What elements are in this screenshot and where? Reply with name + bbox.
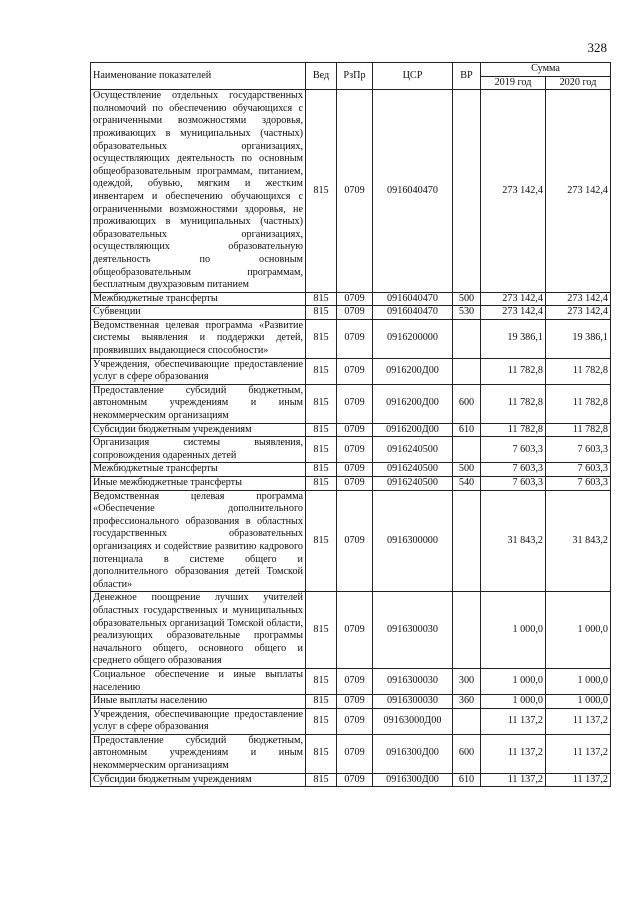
cell-csr: 0916200000 [373,319,453,358]
cell-s2020: 7 603,3 [546,477,611,491]
header-name: Наименование показателей [91,63,306,90]
cell-rzpr: 0709 [337,773,373,787]
cell-s2019: 1 000,0 [481,668,546,694]
cell-csr: 0916200Д00 [373,358,453,384]
budget-table [90,62,611,787]
cell-vr: 530 [453,306,481,320]
cell-csr: 0916040470 [373,306,453,320]
header-rzpr: РзПр [337,63,373,90]
cell-ved: 815 [306,695,337,709]
cell-csr: 0916300000 [373,490,453,592]
cell-rzpr: 0709 [337,734,373,773]
cell-csr: 0916040470 [373,292,453,306]
cell-s2020: 11 782,8 [546,358,611,384]
table-row [91,358,611,384]
cell-s2019: 11 137,2 [481,773,546,787]
cell-name: Ведомственная целевая программа «Обеспечение дополнительного профессионального образования в областных государственных образовательных организациях и содействие развитию кадрового потенциала в системе общего и дополнительного образования детей Томской области» [91,490,306,592]
cell-ved: 815 [306,437,337,463]
cell-vr: 600 [453,384,481,423]
cell-ved: 815 [306,734,337,773]
cell-s2020: 273 142,4 [546,90,611,293]
cell-name: Учреждения, обеспечивающие предоставление услуг в сфере образования [91,358,306,384]
cell-ved: 815 [306,90,337,293]
cell-s2019: 31 843,2 [481,490,546,592]
cell-csr: 0916200Д00 [373,384,453,423]
cell-ved: 815 [306,668,337,694]
table-row [91,292,611,306]
table-row [91,668,611,694]
table-row [91,708,611,734]
cell-s2019: 273 142,4 [481,292,546,306]
cell-rzpr: 0709 [337,708,373,734]
cell-vr [453,708,481,734]
cell-vr: 540 [453,477,481,491]
cell-ved: 815 [306,708,337,734]
cell-name: Учреждения, обеспечивающие предоставление услуг в сфере образования [91,708,306,734]
cell-name: Социальное обеспечение и иные выплаты населению [91,668,306,694]
table-row [91,463,611,477]
header-2019: 2019 год [481,76,546,90]
cell-csr: 0916040470 [373,90,453,293]
cell-s2019: 11 782,8 [481,384,546,423]
cell-vr [453,319,481,358]
cell-csr: 09163000Д00 [373,708,453,734]
cell-name: Осуществление отдельных государственных полномочий по обеспечению обучающихся с ограниченными возможностями здоровья, проживающих в муниципальных (частных) образовательных организациях, осуществляющих деятельность по основным общеобразовательным программам, питанием, одеждой, обувью, мягким и жестким инвентарем и обеспечению обучающихся с ограниченными возможностями здоровья, не проживающих в муниципальных (частных) образовательных организациях, осуществляющих образовательную деятельность по основным общеобразовательным программам, бесплатным двухразовым питанием [91,90,306,293]
cell-rzpr: 0709 [337,592,373,669]
cell-rzpr: 0709 [337,423,373,437]
table-row [91,384,611,423]
cell-s2020: 19 386,1 [546,319,611,358]
cell-name: Предоставление субсидий бюджетным, автономным учреждениям и иным некоммерческим организациям [91,384,306,423]
cell-rzpr: 0709 [337,695,373,709]
cell-name: Ведомственная целевая программа «Развитие системы выявления и поддержки детей, проявивших выдающиеся способности» [91,319,306,358]
cell-vr [453,490,481,592]
cell-csr: 0916300030 [373,592,453,669]
cell-s2020: 11 137,2 [546,773,611,787]
cell-s2019: 11 137,2 [481,734,546,773]
cell-s2019: 7 603,3 [481,437,546,463]
cell-name: Межбюджетные трансферты [91,463,306,477]
cell-ved: 815 [306,592,337,669]
cell-s2020: 1 000,0 [546,668,611,694]
cell-s2020: 1 000,0 [546,592,611,669]
cell-rzpr: 0709 [337,463,373,477]
cell-vr: 610 [453,773,481,787]
cell-vr: 610 [453,423,481,437]
table-row [91,734,611,773]
cell-s2019: 11 137,2 [481,708,546,734]
table-row [91,592,611,669]
table-row [91,90,611,293]
cell-s2020: 273 142,4 [546,306,611,320]
cell-name: Организация системы выявления, сопровождения одаренных детей [91,437,306,463]
cell-s2020: 273 142,4 [546,292,611,306]
cell-name: Иные выплаты населению [91,695,306,709]
table-row [91,695,611,709]
cell-csr: 0916300Д00 [373,734,453,773]
cell-csr: 0916300030 [373,668,453,694]
cell-rzpr: 0709 [337,358,373,384]
table-row [91,423,611,437]
table-row [91,306,611,320]
cell-name: Субсидии бюджетным учреждениям [91,423,306,437]
cell-vr [453,90,481,293]
header-ved: Вед [306,63,337,90]
cell-name: Иные межбюджетные трансферты [91,477,306,491]
table-row [91,490,611,592]
header-sum: Сумма [481,63,611,77]
cell-rzpr: 0709 [337,668,373,694]
cell-s2019: 1 000,0 [481,592,546,669]
cell-ved: 815 [306,423,337,437]
cell-s2019: 273 142,4 [481,306,546,320]
cell-csr: 0916300Д00 [373,773,453,787]
cell-s2020: 1 000,0 [546,695,611,709]
cell-s2020: 31 843,2 [546,490,611,592]
cell-s2019: 11 782,8 [481,423,546,437]
header-2020: 2020 год [546,76,611,90]
cell-s2019: 7 603,3 [481,463,546,477]
cell-vr: 360 [453,695,481,709]
cell-ved: 815 [306,490,337,592]
cell-ved: 815 [306,358,337,384]
cell-name: Межбюджетные трансферты [91,292,306,306]
cell-ved: 815 [306,463,337,477]
cell-s2020: 11 782,8 [546,423,611,437]
cell-rzpr: 0709 [337,319,373,358]
cell-ved: 815 [306,306,337,320]
cell-s2020: 11 137,2 [546,734,611,773]
cell-s2019: 7 603,3 [481,477,546,491]
cell-s2020: 11 137,2 [546,708,611,734]
cell-name: Предоставление субсидий бюджетным, автономным учреждениям и иным некоммерческим организациям [91,734,306,773]
cell-rzpr: 0709 [337,490,373,592]
cell-vr: 600 [453,734,481,773]
cell-s2019: 11 782,8 [481,358,546,384]
cell-ved: 815 [306,292,337,306]
cell-vr [453,358,481,384]
cell-s2019: 1 000,0 [481,695,546,709]
table-row [91,477,611,491]
table-row [91,437,611,463]
cell-s2019: 273 142,4 [481,90,546,293]
cell-csr: 0916200Д00 [373,423,453,437]
cell-csr: 0916300030 [373,695,453,709]
cell-csr: 0916240500 [373,463,453,477]
cell-vr: 500 [453,463,481,477]
page-number: 328 [587,40,607,55]
cell-rzpr: 0709 [337,292,373,306]
cell-vr [453,437,481,463]
cell-name: Денежное поощрение лучших учителей областных государственных и муниципальных образовательных организаций Томской области, реализующих образовательные программы начального общего, основного общего и среднего общего образования [91,592,306,669]
table-body [91,90,611,787]
cell-name: Субвенции [91,306,306,320]
cell-vr: 300 [453,668,481,694]
cell-rzpr: 0709 [337,437,373,463]
cell-rzpr: 0709 [337,384,373,423]
cell-vr: 500 [453,292,481,306]
cell-name: Субсидии бюджетным учреждениям [91,773,306,787]
cell-rzpr: 0709 [337,90,373,293]
cell-csr: 0916240500 [373,477,453,491]
header-csr: ЦСР [373,63,453,90]
header-row [91,63,611,77]
cell-csr: 0916240500 [373,437,453,463]
cell-rzpr: 0709 [337,477,373,491]
table-row [91,773,611,787]
cell-ved: 815 [306,773,337,787]
cell-ved: 815 [306,477,337,491]
cell-s2019: 19 386,1 [481,319,546,358]
cell-rzpr: 0709 [337,306,373,320]
cell-s2020: 7 603,3 [546,463,611,477]
header-vr: ВР [453,63,481,90]
table-row [91,319,611,358]
cell-s2020: 7 603,3 [546,437,611,463]
cell-ved: 815 [306,319,337,358]
cell-ved: 815 [306,384,337,423]
cell-s2020: 11 782,8 [546,384,611,423]
cell-vr [453,592,481,669]
